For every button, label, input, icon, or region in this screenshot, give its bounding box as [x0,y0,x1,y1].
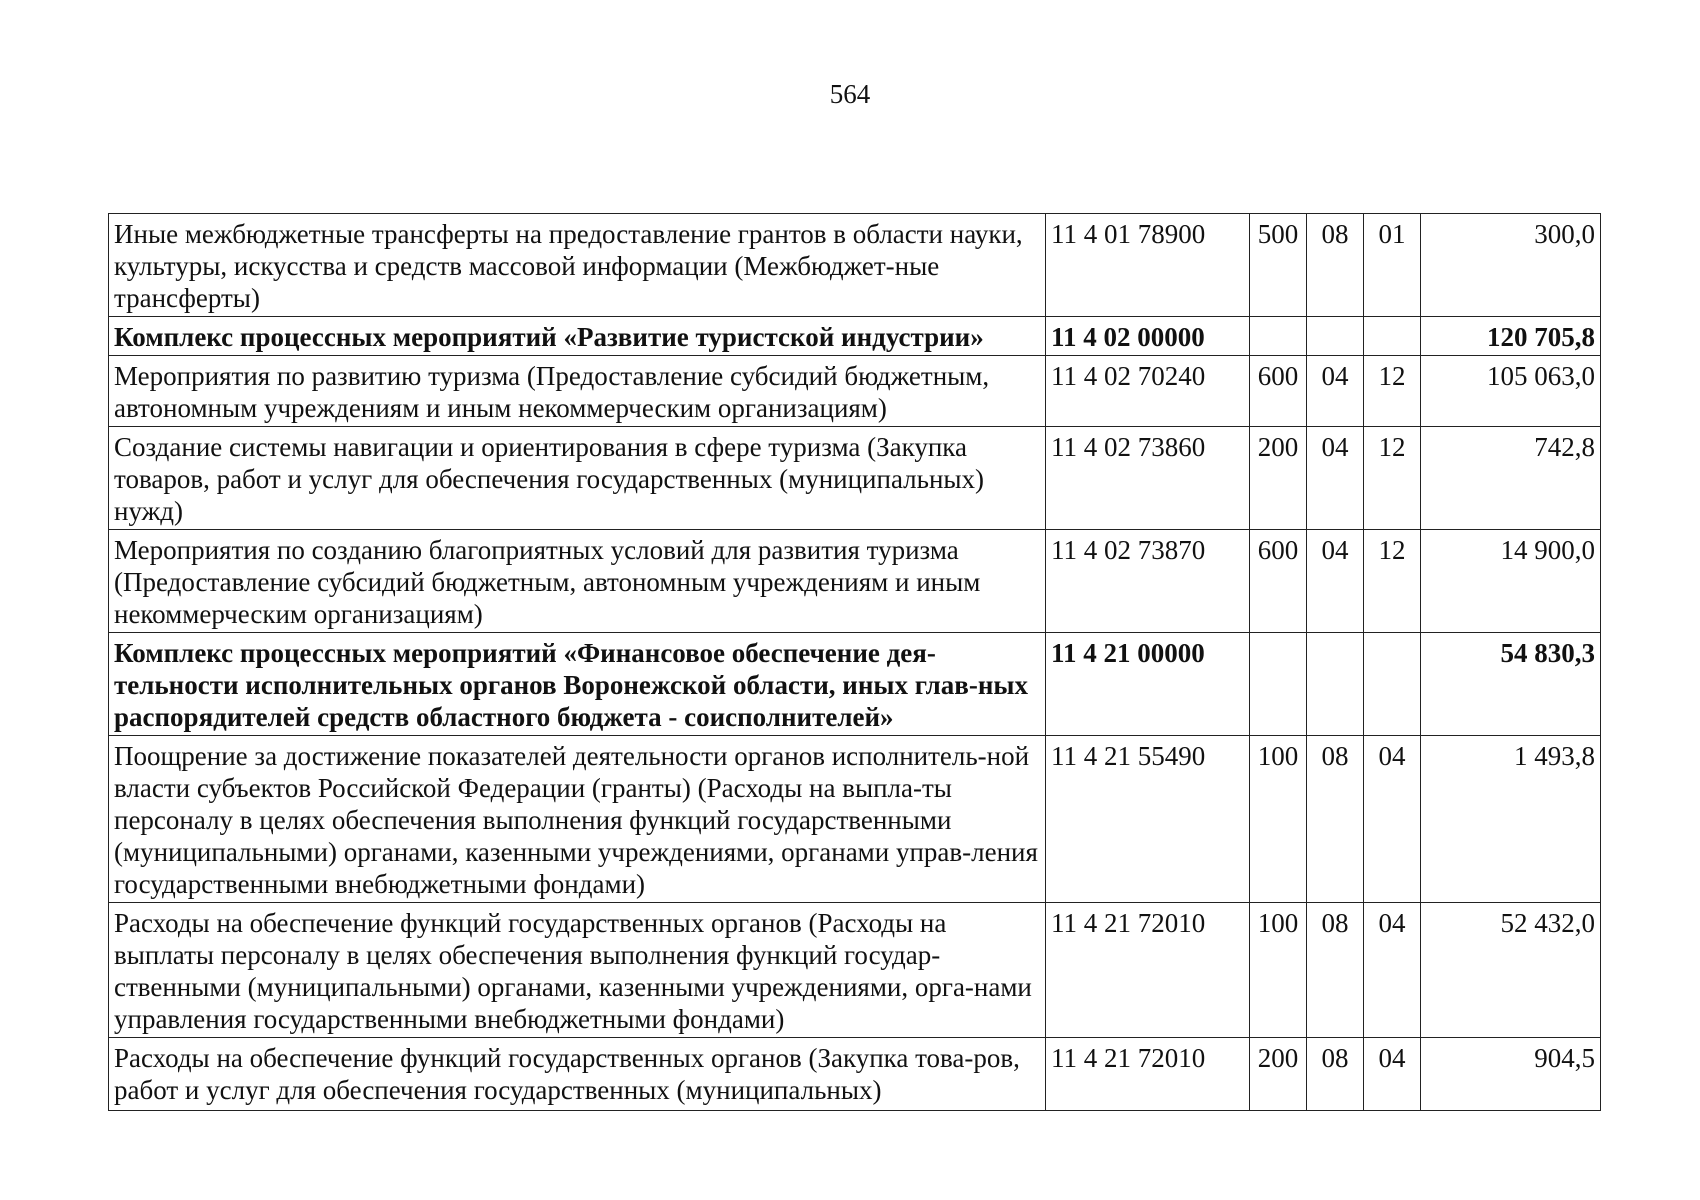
section-code: 08 [1307,1038,1364,1111]
amount: 54 830,3 [1421,633,1601,736]
amount: 1 493,8 [1421,736,1601,903]
expense-name: Поощрение за достижение показателей деятельности органов исполнитель-ной власти субъектов Российской Федерации (гранты) (Расходы на выпла-ты персоналу в целях обеспечения выполнения функций государственными (муниципальными) органами, казенными учреждениями, органами управ-ления государственными внебюджетными фондами) [109,736,1046,903]
section-code [1307,317,1364,356]
amount: 105 063,0 [1421,356,1601,427]
expense-name: Расходы на обеспечение функций государственных органов (Закупка това-ров, работ и услуг для обеспечения государственных (муниципальных) [109,1038,1046,1111]
table-row [109,633,1601,736]
target-code: 11 4 21 72010 [1046,1038,1250,1111]
expense-name: Создание системы навигации и ориентирования в сфере туризма (Закупка товаров, работ и услуг для обеспечения государственных (муниципальных) нужд) [109,427,1046,530]
amount: 904,5 [1421,1038,1601,1111]
section-code: 08 [1307,214,1364,317]
expense-type-code: 500 [1250,214,1307,317]
section-code: 04 [1307,530,1364,633]
section-code: 08 [1307,736,1364,903]
expense-type-code: 600 [1250,356,1307,427]
expense-name: Комплекс процессных мероприятий «Развитие туристской индустрии» [109,317,1046,356]
target-code: 11 4 21 55490 [1046,736,1250,903]
expense-name: Расходы на обеспечение функций государственных органов (Расходы на выплаты персоналу в целях обеспечения выполнения функций государ-ственными (муниципальными) органами, казенными учреждениями, орга-нами управления государственными внебюджетными фондами) [109,903,1046,1038]
table-row [109,214,1601,317]
expense-type-code: 100 [1250,736,1307,903]
target-code: 11 4 01 78900 [1046,214,1250,317]
amount: 300,0 [1421,214,1601,317]
expense-type-code: 200 [1250,427,1307,530]
section-code [1307,633,1364,736]
expense-type-code: 200 [1250,1038,1307,1111]
target-code: 11 4 02 73860 [1046,427,1250,530]
subsection-code: 01 [1364,214,1421,317]
target-code: 11 4 02 70240 [1046,356,1250,427]
table-row [109,317,1601,356]
expense-name: Иные межбюджетные трансферты на предоставление грантов в области науки, культуры, искусства и средств массовой информации (Межбюджет-ные трансферты) [109,214,1046,317]
table-row [109,736,1601,903]
subsection-code: 04 [1364,736,1421,903]
page-number: 564 [829,79,871,109]
target-code: 11 4 02 00000 [1046,317,1250,356]
expense-type-code: 600 [1250,530,1307,633]
subsection-code [1364,633,1421,736]
subsection-code: 12 [1364,530,1421,633]
section-code: 08 [1307,903,1364,1038]
amount: 52 432,0 [1421,903,1601,1038]
subsection-code: 12 [1364,427,1421,530]
table-row [109,530,1601,633]
subsection-code: 04 [1364,1038,1421,1111]
expense-type-code [1250,633,1307,736]
section-code: 04 [1307,356,1364,427]
expense-name: Мероприятия по созданию благоприятных условий для развития туризма (Предоставление субсидий бюджетным, автономным учреждениям и иным некоммерческим организациям) [109,530,1046,633]
target-code: 11 4 21 00000 [1046,633,1250,736]
subsection-code: 04 [1364,903,1421,1038]
table-row [109,1038,1601,1111]
budget-table [108,213,1601,1111]
expense-name: Комплекс процессных мероприятий «Финансовое обеспечение дея-тельности исполнительных органов Воронежской области, иных глав-ных распорядителей средств областного бюджета - соисполнителей» [109,633,1046,736]
table-row [109,356,1601,427]
expense-name: Мероприятия по развитию туризма (Предоставление субсидий бюджетным, автономным учреждениям и иным некоммерческим организациям) [109,356,1046,427]
target-code: 11 4 21 72010 [1046,903,1250,1038]
expense-type-code: 100 [1250,903,1307,1038]
expense-type-code [1250,317,1307,356]
subsection-code [1364,317,1421,356]
amount: 742,8 [1421,427,1601,530]
table-row [109,427,1601,530]
table-row [109,903,1601,1038]
amount: 14 900,0 [1421,530,1601,633]
amount: 120 705,8 [1421,317,1601,356]
target-code: 11 4 02 73870 [1046,530,1250,633]
section-code: 04 [1307,427,1364,530]
subsection-code: 12 [1364,356,1421,427]
